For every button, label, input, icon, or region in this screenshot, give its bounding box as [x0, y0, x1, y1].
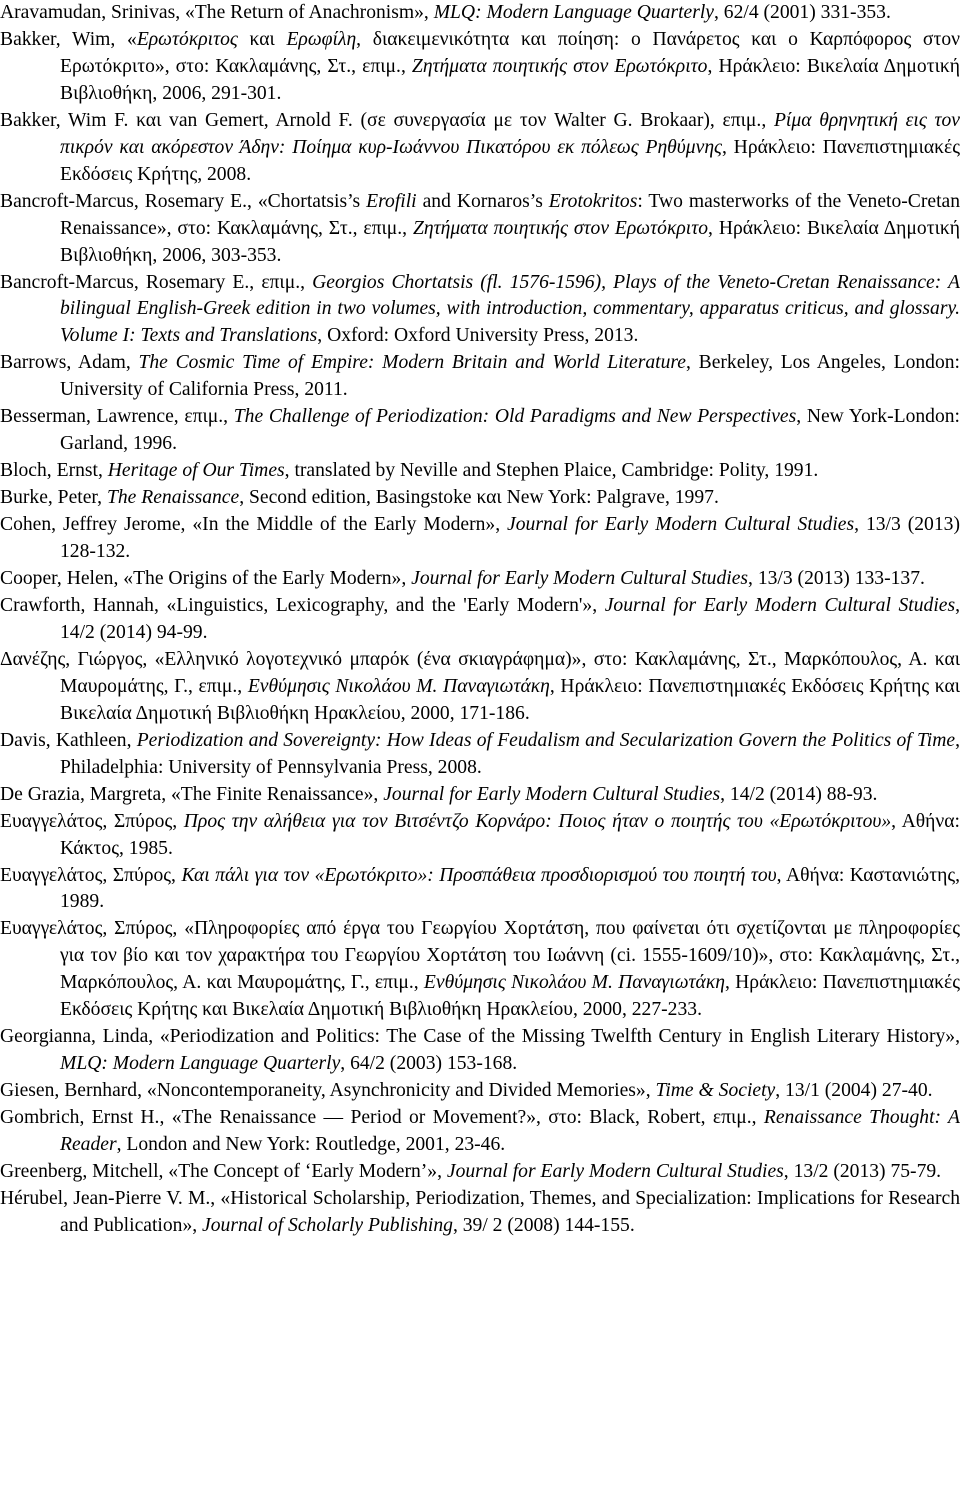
entry-title-text: Journal for Early Modern Cultural Studies: [383, 783, 721, 805]
bibliography-entry: [0, 916, 960, 1024]
entry-text: , Philadelphia: University of Pennsylvania Press, 2008.: [60, 729, 960, 778]
bibliography-entry: [0, 647, 960, 728]
entry-text: , Ηράκλειο: Πανεπιστημιακές Εκδόσεις Κρήτης και Βικελαία Δημοτική Βιβλιοθήκη Ηρακλείου, 2000, 227-233.: [60, 972, 960, 1021]
entry-text: Barrows, Adam,: [0, 352, 139, 374]
bibliography-entry: [0, 404, 960, 458]
entry-text: , Ηράκλειο: Πανεπιστημιακές Εκδόσεις Κρήτης και Βικελαία Δημοτική Βιβλιοθήκη Ηρακλείου, 2000, 171-186.: [60, 675, 960, 724]
entry-title-text: The Challenge of Periodization: Old Paradigms and New Perspectives: [233, 406, 797, 428]
entry-text: Georgianna, Linda, «Periodization and Politics: The Case of the Missing Twelfth Century in English Literary History»,: [0, 1026, 960, 1048]
entry-text: , Αθήνα: Κάκτος, 1985.: [60, 810, 960, 859]
entry-text: , 62/4 (2001) 331-353.: [713, 2, 891, 23]
entry-text: , 13/1 (2004) 27-40.: [775, 1080, 933, 1102]
entry-text: Burke, Peter,: [0, 487, 107, 509]
entry-text: Bloch, Ernst,: [0, 460, 108, 482]
entry-text: , New York-London: Garland, 1996.: [60, 406, 960, 455]
bibliography-entry: [0, 270, 960, 351]
entry-title-text: Heritage of Our Times: [107, 460, 285, 482]
entry-title-text: The Cosmic Time of Empire: Modern Britain and World Literature: [138, 352, 686, 374]
entry-title-text: Journal for Early Modern Cultural Studies: [507, 514, 855, 536]
entry-title-text: Ενθύμησις Νικολάου Μ. Παναγιωτάκη: [423, 972, 725, 994]
bibliography-entry: [0, 458, 960, 485]
bibliography-entry: [0, 1078, 960, 1105]
entry-title-text: Ζητήματα ποιητικής στον Ερωτόκριτο: [412, 217, 709, 239]
entry-text: Davis, Kathleen,: [0, 729, 137, 751]
entry-title-text: Journal for Early Modern Cultural Studies: [604, 594, 956, 616]
entry-title-text: Ζητήματα ποιητικής στον Ερωτόκριτο: [411, 55, 708, 77]
entry-text: Aravamudan, Srinivas, «The Return of Anachronism»,: [0, 2, 434, 23]
entry-text: Besserman, Lawrence, επιμ.,: [0, 406, 234, 428]
bibliography-entry: [0, 512, 960, 566]
entry-text: Ευαγγελάτος, Σπύρος,: [0, 810, 184, 832]
bibliography-entry: [0, 1024, 960, 1078]
entry-text: Crawforth, Hannah, «Linguistics, Lexicography, and the 'Early Modern'»,: [0, 594, 605, 616]
entry-title-text: Ερωτόκριτος: [136, 28, 238, 50]
entry-title-text: Και πάλι για τον «Ερωτόκριτο»: Προσπάθεια προσδιορισμού του ποιητή του: [181, 864, 777, 886]
entry-text: , 13/3 (2013) 133-137.: [748, 568, 925, 590]
entry-title-text: The Renaissance: [106, 487, 240, 509]
entry-text: Bancroft-Marcus, Rosemary E., επιμ.,: [0, 271, 313, 293]
entry-text: και: [237, 28, 287, 50]
bibliography-entry: [0, 1105, 960, 1159]
bibliography-entry: [0, 566, 960, 593]
entry-text: Bakker, Wim F. και van Gemert, Arnold F. (σε συνεργασία με τον Walter G. Brokaar), επιμ.,: [0, 109, 774, 131]
entry-title-text: Journal of Scholarly Publishing: [202, 1214, 453, 1236]
entry-text: , translated by Neville and Stephen Plaice, Cambridge: Polity, 1991.: [284, 460, 819, 482]
bibliography-entry: [0, 593, 960, 647]
entry-text: , Ηράκλειο: Βικελαία Δημοτική Βιβλιοθήκη, 2006, 291-301.: [60, 55, 960, 104]
entry-text: , London and New York: Routledge, 2001, 23-46.: [116, 1134, 506, 1156]
entry-title-text: Ενθύμησις Νικολάου Μ. Παναγιωτάκη: [247, 675, 550, 697]
entry-title-text: Renaissance Thought: A Reader: [60, 1107, 960, 1156]
entry-text: , Ηράκλειο: Βικελαία Δημοτική Βιβλιοθήκη, 2006, 303-353.: [60, 217, 960, 266]
bibliography-entry: [0, 350, 960, 404]
entry-title-text: Journal for Early Modern Cultural Studies: [411, 568, 749, 590]
entry-title-text: Periodization and Sovereignty: How Ideas of Feudalism and Secularization Govern the Politics of Time: [136, 729, 956, 751]
bibliography-entry: [0, 485, 960, 512]
entry-title-text: Προς την αλήθεια για τον Βιτσέντζο Κορνάρο: Ποιος ήταν ο ποιητής του «Ερωτόκριτου»: [183, 810, 892, 832]
entry-text: Ευαγγελάτος, Σπύρος,: [0, 864, 182, 886]
entry-title-text: Journal for Early Modern Cultural Studies: [446, 1160, 784, 1182]
bibliography-entry: [0, 782, 960, 809]
entry-text: , Second edition, Basingstoke και New York: Palgrave, 1997.: [239, 487, 719, 509]
entry-text: : Two masterworks of the Veneto-Cretan Renaissance», στο: Κακλαμάνης, Στ., επιμ.,: [60, 190, 960, 239]
entry-text: Giesen, Bernhard, «Noncontemporaneity, Asynchronicity and Divided Memories»,: [0, 1080, 656, 1102]
bibliography-entry: [0, 1186, 960, 1240]
bibliography-entry: [0, 108, 960, 189]
bibliography-entry: [0, 1159, 960, 1186]
entry-text: , Ηράκλειο: Πανεπιστημιακές Εκδόσεις Κρήτης, 2008.: [60, 136, 960, 185]
entry-text: , 14/2 (2014) 94-99.: [60, 594, 960, 643]
entry-text: Gombrich, Ernst H., «The Renaissance — Period or Movement?», στο: Black, Robert, επιμ.,: [0, 1107, 764, 1129]
entry-text: Δανέζης, Γιώργος, «Ελληνικό λογοτεχνικό μπαρόκ (ένα σκιαγράφημα)», στο: Κακλαμάνης, Στ., Μαρκόπουλος, Α. και Μαυρομάτης, Γ., επιμ.,: [0, 648, 960, 697]
entry-text: Hérubel, Jean-Pierre V. M., «Historical Scholarship, Periodization, Themes, and Specialization: Implications for Research and Publication»,: [0, 1187, 960, 1236]
entry-text: , 13/2 (2013) 75-79.: [783, 1160, 942, 1182]
entry-text: Bancroft-Marcus, Rosemary E., «Chortatsis’s: [0, 190, 367, 212]
entry-title-text: MLQ: Modern Language Quarterly: [433, 2, 714, 23]
entry-text: , Oxford: Oxford University Press, 2013.: [317, 325, 639, 347]
entry-text: , 14/2 (2014) 88-93.: [720, 783, 878, 805]
bibliography-entry: [0, 0, 960, 27]
entry-text: Bakker, Wim, «: [0, 28, 137, 50]
entry-title-text: Ερωφίλη: [286, 28, 357, 50]
bibliography-entry: [0, 728, 960, 782]
bibliography-entry: [0, 189, 960, 270]
entry-text: , Berkeley, Los Angeles, London: University of California Press, 2011.: [60, 352, 960, 401]
entry-text: Ευαγγελάτος, Σπύρος, «Πληροφορίες από έργα του Γεωργίου Χορτάτση, που φαίνεται ότι σχετίζονται με πληροφορίες για τον βίο και τον χαρακτήρα του Γεωργίου Χορτάτση του Ιωάννη (ci. 1555-1609/10)», στο: Κακλαμάνης, Στ., Μαρκόπουλος, Α. και Μαυρομάτης, Γ., επιμ.,: [0, 918, 960, 994]
entry-text: Greenberg, Mitchell, «The Concept of ‘Early Modern’»,: [0, 1160, 447, 1182]
entry-text: , διακειμενικότητα και ποίηση: ο Πανάρετος και ο Καρπόφορος στον Ερωτόκριτο», στο: Κακλαμάνης, Στ., επιμ.,: [60, 28, 960, 77]
entry-title-text: Erofili: [366, 190, 417, 212]
bibliography-entry: [0, 809, 960, 863]
entry-title-text: Time & Society: [655, 1080, 776, 1102]
entry-text: De Grazia, Margreta, «The Finite Renaissance»,: [0, 783, 384, 805]
bibliography-entry: [0, 27, 960, 108]
bibliography-entry: [0, 863, 960, 917]
entry-title-text: MLQ: Modern Language Quarterly: [60, 1053, 341, 1075]
entry-text: Cooper, Helen, «The Origins of the Early Modern»,: [0, 568, 412, 590]
entry-text: , 13/3 (2013) 128-132.: [60, 514, 960, 563]
entry-text: Cohen, Jeffrey Jerome, «In the Middle of the Early Modern»,: [0, 514, 508, 536]
entry-text: , 64/2 (2003) 153-168.: [340, 1053, 518, 1075]
entry-title-text: Georgios Chortatsis (fl. 1576-1596), Plays of the Veneto-Cretan Renaissance: A bilingual English-Greek edition in two volumes, with introduction, commentary, apparatus criticus, and glossary. Volume I: Texts and Translations: [60, 271, 960, 347]
entry-title-text: Erotokritos: [548, 190, 638, 212]
entry-text: , 39/ 2 (2008) 144-155.: [452, 1214, 635, 1236]
entry-text: , Αθήνα: Καστανιώτης, 1989.: [60, 864, 960, 913]
entry-title-text: Ρίμα θρηνητική εις τον πικρόν και ακόρεστον Άδην: Ποίημα κυρ-Ιωάννου Πικατόρου εκ πόλεως Ρηθύμνης: [60, 109, 960, 158]
entry-text: and Kornaros’s: [416, 190, 549, 212]
